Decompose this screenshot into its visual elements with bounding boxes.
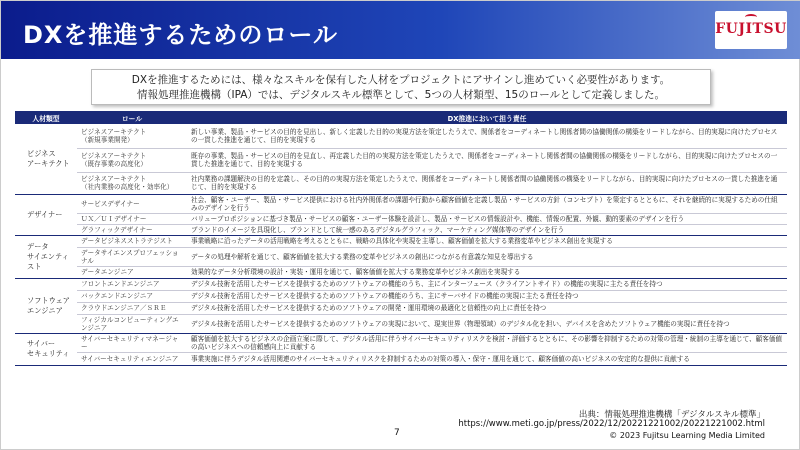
intro-line-2: 情報処理推進機構（IPA）では、デジタルスキル標準として、5つの人材類型、15のロールとして定義しました。 [136, 89, 665, 101]
intro-box [91, 69, 711, 105]
header-bar [1, 1, 800, 59]
table-row [15, 266, 787, 278]
role-cell: フィジカルコンピューティングエンジニア [77, 314, 187, 333]
source-citation: 出典：情報処理推進機構「デジタルスキル標準」 [578, 410, 765, 420]
table-row [15, 290, 787, 302]
page-title: DXを推進するためのロール [23, 21, 338, 49]
copyright: © 2023 Fujitsu Learning Media Limited [609, 431, 765, 440]
responsibility-cell: バリュープロポジションに基づき製品・サービスの顧客・ユーザー体験を設計し、製品・サービスの情報設計や、機能、情報の配置、外観、動的要素のデザインを行う [187, 213, 787, 224]
responsibility-cell: デジタル技術を活用したサービスを提供するためのソフトウェアの開発・運用環境の最適化と信頼性の向上に責任を持つ [187, 302, 787, 314]
table-row [15, 148, 787, 172]
role-cell: ビジネスアーキテクト （社内業務の高度化・効率化） [77, 172, 187, 194]
source-url: https://www.meti.go.jp/press/2022/12/20221221002/20221221002.html [458, 419, 765, 429]
responsibility-cell: 新しい事業、製品・サービスの目的を見出し、新しく定義した目的の実現方法を策定したうえで、関係者をコーディネートし関係者間の協働関係の構築をリードしながら、目的実現に向けたプロセスの一貫した推進を通じて、目的を実現する [187, 124, 787, 148]
table-row [15, 314, 787, 333]
table-row [15, 194, 787, 213]
role-cell: サービスデザイナー [77, 194, 187, 213]
page-number: 7 [394, 428, 400, 438]
role-cell: バックエンドエンジニア [77, 290, 187, 302]
table-row [15, 333, 787, 352]
responsibility-cell: デジタル技術を活用したサービスを提供するためのソフトウェアの実現において、現実世界（物理領域）のデジタル化を担い、デバイスを含めたソフトウェア機能の実現に責任を持つ [187, 314, 787, 333]
role-cell: データサイエンスプロフェッショナル [77, 247, 187, 266]
responsibility-cell: 顧客価値を拡大するビジネスの企画立案に際して、デジタル活用に伴うサイバーセキュリティリスクを検討・評価するとともに、その影響を抑制するための対策の管理・統制の主導を通じて、顧客価値の高いビジネスへの信頼感向上に貢献する [187, 333, 787, 352]
header-category: 人材類型 [15, 111, 77, 124]
header-responsibility: DX推進において担う責任 [187, 111, 787, 124]
category-cell: ソフトウェア エンジニア [15, 278, 77, 333]
responsibility-cell: 事業実施に伴うデジタル活用関連のサイバーセキュリティリスクを抑制するための対策の導入・保守・運用を通じて、顧客価値の高いビジネスの安定的な提供に貢献する [187, 352, 787, 365]
responsibility-cell: 事業戦略に沿ったデータの活用戦略を考えるとともに、戦略の具体化や実現を主導し、顧客価値を拡大する業務変革やビジネス創出を実現する [187, 235, 787, 247]
role-cell: サイバーセキュリティマネージャー [77, 333, 187, 352]
table-row [15, 224, 787, 235]
responsibility-cell: ブランドのイメージを具現化し、ブランドとして統一感のあるデジタルグラフィック、マーケティング媒体等のデザインを行う [187, 224, 787, 235]
logo-text: FUJITSU [715, 21, 787, 37]
role-cell: グラフィックデザイナー [77, 224, 187, 235]
table-row [15, 302, 787, 314]
intro-line-1: DXを推進するためには、様々なスキルを保有した人材をプロジェクトにアサインし進めていく必要性があります。 [131, 74, 671, 86]
fujitsu-logo [715, 11, 787, 49]
role-cell: ＵＸ／ＵＩデザイナー [77, 213, 187, 224]
responsibility-cell: 既存の事業、製品・サービスの目的を見直し、再定義した目的の実現方法を策定したうえで、関係者をコーディネートし関係者間の協働関係の構築をリードしながら、目的実現に向けたプロセスの一貫した推進を通じて、目的を実現する [187, 148, 787, 172]
role-cell: データエンジニア [77, 266, 187, 278]
table-row [15, 352, 787, 365]
responsibility-cell: データの処理や解析を通じて、顧客価値を拡大する業務の変革やビジネスの創出につながる有意義な知見を導出する [187, 247, 787, 266]
category-cell: デザイナー [15, 194, 77, 235]
category-cell: ビジネス アーキテクト [15, 124, 77, 194]
responsibility-cell: 社内業務の課題解決の目的を定義し、その目的の実現方法を策定したうえで、関係者をコーディネートし関係者間の協働関係の構築をリードしながら、目的実現に向けたプロセスの一貫した推進を通じて、目的を実現する [187, 172, 787, 194]
table-row [15, 235, 787, 247]
role-cell: フロントエンドエンジニア [77, 278, 187, 290]
role-cell: ビジネスアーキテクト （新規事業開発） [77, 124, 187, 148]
infinity-mark-icon [745, 14, 757, 20]
responsibility-cell: デジタル技術を活用したサービスを提供するためのソフトウェアの機能のうち、主にインターフェース（クライアントサイド）の機能の実現に主たる責任を持つ [187, 278, 787, 290]
table-body [15, 124, 787, 365]
header-role: ロール [77, 111, 187, 124]
category-cell: サイバー セキュリティ [15, 333, 77, 365]
role-cell: サイバーセキュリティエンジニア [77, 352, 187, 365]
responsibility-cell: 社会、顧客・ユーザー、製品・サービス提供における社内外関係者の課題や行動から顧客価値を定義し製品・サービスの方針（コンセプト）を策定するとともに、それを継続的に実現するための仕組みのデザインを行う [187, 194, 787, 213]
responsibility-cell: 効果的なデータ分析環境の設計・実装・運用を通じて、顧客価値を拡大する業務変革やビジネス創出を実現する [187, 266, 787, 278]
role-cell: ビジネスアーキテクト （既存事業の高度化） [77, 148, 187, 172]
table-row [15, 213, 787, 224]
table-header-row [15, 111, 787, 124]
role-cell: クラウドエンジニア／ＳＲＥ [77, 302, 187, 314]
table-row [15, 124, 787, 148]
table-row [15, 172, 787, 194]
roles-table [15, 111, 787, 366]
table-row [15, 278, 787, 290]
role-cell: データビジネスストラテジスト [77, 235, 187, 247]
table-row [15, 247, 787, 266]
responsibility-cell: デジタル技術を活用したサービスを提供するためのソフトウェアの機能のうち、主にサーバサイドの機能の実現に主たる責任を持つ [187, 290, 787, 302]
category-cell: データ サイエンティスト [15, 235, 77, 278]
